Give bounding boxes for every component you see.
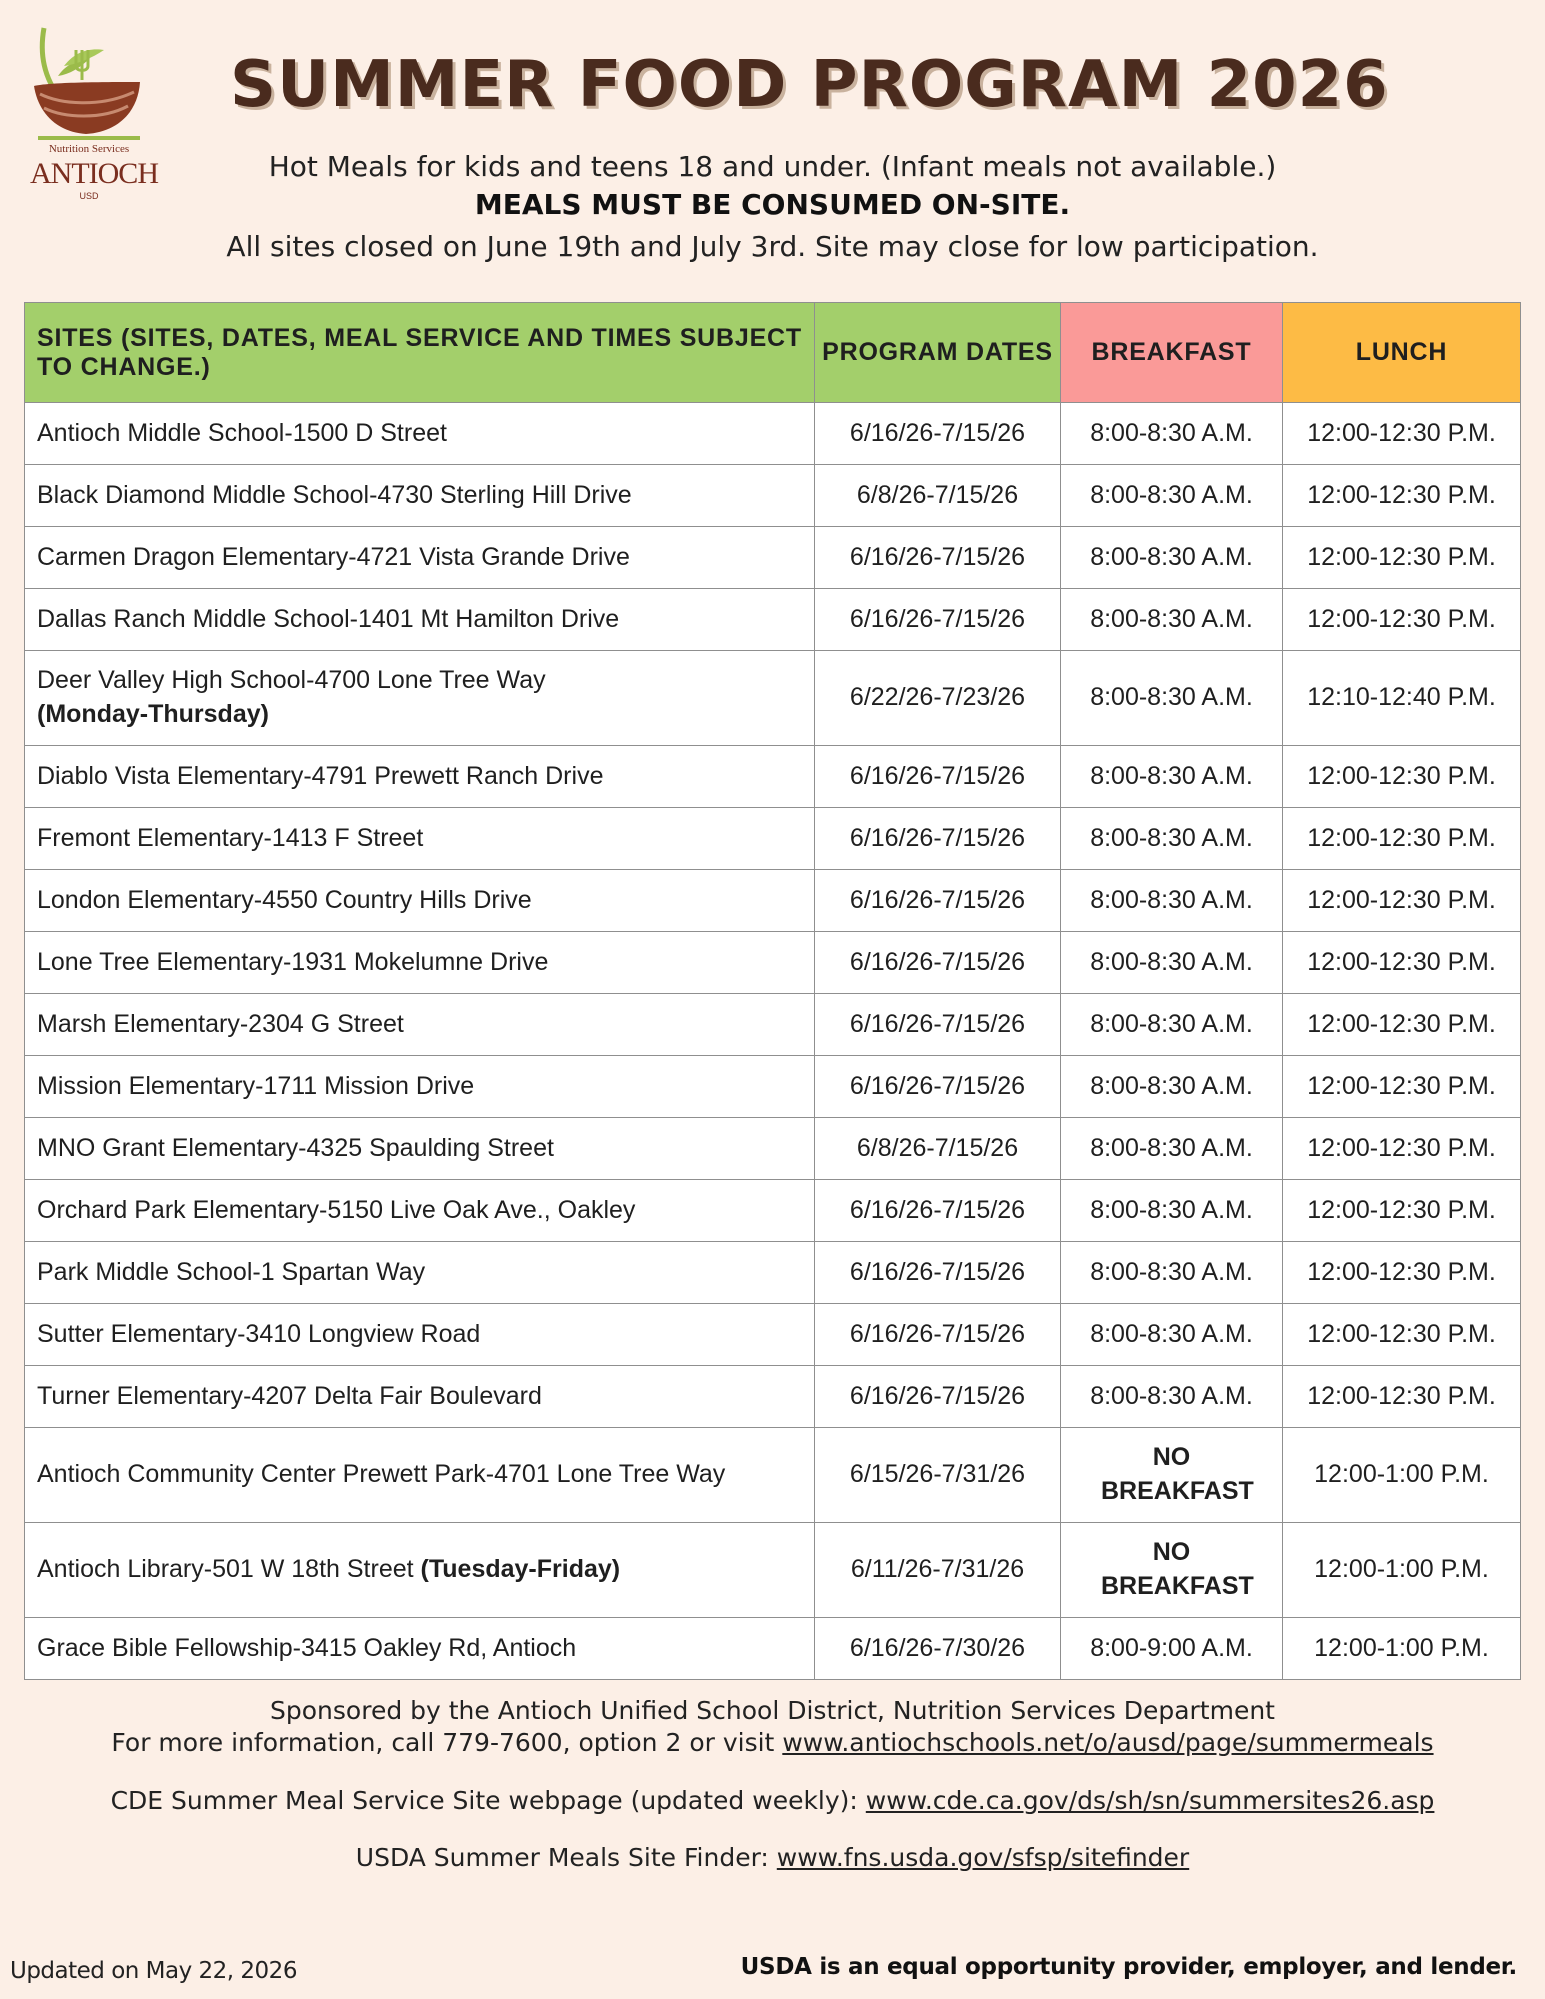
breakfast-time-cell: 8:00-8:30 A.M. xyxy=(1061,651,1283,746)
breakfast-time-cell: 8:00-8:30 A.M. xyxy=(1061,403,1283,465)
breakfast-time-cell: 8:00-8:30 A.M. xyxy=(1061,746,1283,808)
table-row xyxy=(25,870,1521,932)
site-cell xyxy=(25,1428,815,1523)
table-row xyxy=(25,651,1521,746)
site-days-note: (Monday-Thursday) xyxy=(37,700,269,728)
site-name: Grace Bible Fellowship-3415 Oakley Rd, Antioch xyxy=(37,1633,577,1662)
table-row xyxy=(25,403,1521,465)
program-dates-cell: 6/16/26-7/15/26 xyxy=(815,932,1061,994)
program-dates-cell: 6/16/26-7/15/26 xyxy=(815,589,1061,651)
table-row xyxy=(25,1242,1521,1304)
table-row xyxy=(25,1366,1521,1428)
subtitle-line3: All sites closed on June 19th and July 3rd. Site may close for low participation. xyxy=(226,230,1319,263)
breakfast-time-cell: 8:00-8:30 A.M. xyxy=(1061,1180,1283,1242)
site-name: MNO Grant Elementary-4325 Spaulding Street xyxy=(37,1133,554,1162)
table-row xyxy=(25,1618,1521,1680)
site-name: Turner Elementary-4207 Delta Fair Boulevard xyxy=(37,1381,542,1410)
site-cell xyxy=(25,808,815,870)
site-cell xyxy=(25,1242,815,1304)
summer-meals-link[interactable]: www.antiochschools.net/o/ausd/page/summermeals xyxy=(782,1728,1434,1757)
site-name: Black Diamond Middle School-4730 Sterling Hill Drive xyxy=(37,480,632,509)
program-dates-cell: 6/16/26-7/15/26 xyxy=(815,1056,1061,1118)
cde-line xyxy=(0,1786,1545,1815)
table-row xyxy=(25,527,1521,589)
header-breakfast: BREAKFAST xyxy=(1061,303,1283,403)
program-dates-cell: 6/8/26-7/15/26 xyxy=(815,1118,1061,1180)
site-name: Antioch Community Center Prewett Park-4701 Lone Tree Way xyxy=(37,1460,726,1489)
site-cell xyxy=(25,746,815,808)
sponsor-text: Sponsored by the Antioch Unified School District, Nutrition Services Department xyxy=(270,1696,1275,1725)
program-dates-cell: 6/8/26-7/15/26 xyxy=(815,465,1061,527)
site-name: Deer Valley High School-4700 Lone Tree Way xyxy=(37,666,546,695)
subtitle-line2: MEALS MUST BE CONSUMED ON-SITE. xyxy=(474,188,1071,221)
lunch-time-cell: 12:00-12:30 P.M. xyxy=(1283,403,1521,465)
site-name: Dallas Ranch Middle School-1401 Mt Hamilton Drive xyxy=(37,604,620,633)
site-name: Lone Tree Elementary-1931 Mokelumne Drive xyxy=(37,947,549,976)
lunch-time-cell: 12:00-12:30 P.M. xyxy=(1283,994,1521,1056)
program-dates-cell: 6/16/26-7/15/26 xyxy=(815,1242,1061,1304)
site-cell xyxy=(25,870,815,932)
program-dates-cell: 6/16/26-7/30/26 xyxy=(815,1618,1061,1680)
breakfast-time-cell: 8:00-8:30 A.M. xyxy=(1061,527,1283,589)
page-title: SUMMER FOOD PROGRAM 2026 xyxy=(230,48,1389,122)
lunch-time-cell: 12:00-12:30 P.M. xyxy=(1283,1118,1521,1180)
site-cell xyxy=(25,932,815,994)
usda-text: USDA Summer Meals Site Finder: xyxy=(355,1843,777,1872)
lunch-time-cell: 12:00-12:30 P.M. xyxy=(1283,1180,1521,1242)
site-cell xyxy=(25,1523,815,1618)
lunch-time-cell: 12:00-12:30 P.M. xyxy=(1283,527,1521,589)
program-dates-cell: 6/16/26-7/15/26 xyxy=(815,1180,1061,1242)
lunch-time-cell: 12:00-12:30 P.M. xyxy=(1283,1304,1521,1366)
lunch-time-cell: 12:00-1:00 P.M. xyxy=(1283,1523,1521,1618)
breakfast-time-cell: 8:00-8:30 A.M. xyxy=(1061,932,1283,994)
header-sites: SITES (SITES, DATES, MEAL SERVICE AND TIMES SUBJECT TO CHANGE.) xyxy=(25,303,815,403)
program-dates-cell: 6/11/26-7/31/26 xyxy=(815,1523,1061,1618)
site-name: Park Middle School-1 Spartan Way xyxy=(37,1257,426,1286)
lunch-time-cell: 12:00-12:30 P.M. xyxy=(1283,465,1521,527)
site-name: Antioch Library-501 W 18th Street xyxy=(37,1555,414,1584)
site-days-note: (Tuesday-Friday) xyxy=(420,1555,621,1584)
site-cell xyxy=(25,1180,815,1242)
site-cell xyxy=(25,527,815,589)
table-header-row xyxy=(25,303,1521,403)
lunch-time-cell: 12:00-1:00 P.M. xyxy=(1283,1618,1521,1680)
logo-bar xyxy=(38,136,140,140)
table-row xyxy=(25,808,1521,870)
lunch-time-cell: 12:00-12:30 P.M. xyxy=(1283,746,1521,808)
program-dates-cell: 6/16/26-7/15/26 xyxy=(815,994,1061,1056)
info-text: For more information, call 779-7600, option 2 or visit xyxy=(111,1728,783,1757)
logo-line2: ANTIOCH xyxy=(30,157,158,190)
program-dates-cell: 6/16/26-7/15/26 xyxy=(815,746,1061,808)
lunch-time-cell: 12:00-12:30 P.M. xyxy=(1283,808,1521,870)
site-cell xyxy=(25,403,815,465)
table-row xyxy=(25,746,1521,808)
breakfast-time-cell: 8:00-8:30 A.M. xyxy=(1061,1366,1283,1428)
table-row xyxy=(25,1118,1521,1180)
site-cell xyxy=(25,465,815,527)
breakfast-time-cell: 8:00-8:30 A.M. xyxy=(1061,1242,1283,1304)
table-row xyxy=(25,994,1521,1056)
breakfast-time-cell: 8:00-8:30 A.M. xyxy=(1061,808,1283,870)
program-dates-cell: 6/16/26-7/15/26 xyxy=(815,403,1061,465)
breakfast-time-cell: 8:00-8:30 A.M. xyxy=(1061,1304,1283,1366)
program-dates-cell: 6/16/26-7/15/26 xyxy=(815,1366,1061,1428)
breakfast-time-cell: NO BREAKFAST xyxy=(1061,1523,1283,1618)
cde-text: CDE Summer Meal Service Site webpage (updated weekly): xyxy=(110,1786,866,1815)
lunch-time-cell: 12:00-12:30 P.M. xyxy=(1283,1242,1521,1304)
cde-link[interactable]: www.cde.ca.gov/ds/sh/sn/summersites26.asp xyxy=(865,1786,1435,1815)
header-program-dates: PROGRAM DATES xyxy=(815,303,1061,403)
table-row xyxy=(25,932,1521,994)
lunch-time-cell: 12:00-1:00 P.M. xyxy=(1283,1428,1521,1523)
breakfast-time-cell: 8:00-8:30 A.M. xyxy=(1061,589,1283,651)
equal-opportunity-statement: USDA is an equal opportunity provider, employer, and lender. xyxy=(740,1954,1517,1980)
site-cell xyxy=(25,994,815,1056)
site-cell xyxy=(25,1118,815,1180)
logo-line3: USD xyxy=(79,191,99,201)
site-name: Orchard Park Elementary-5150 Live Oak Ave., Oakley xyxy=(37,1195,636,1224)
table-row xyxy=(25,1523,1521,1618)
info-line xyxy=(0,1728,1545,1757)
site-cell xyxy=(25,1056,815,1118)
program-dates-cell: 6/15/26-7/31/26 xyxy=(815,1428,1061,1523)
breakfast-time-cell: 8:00-9:00 A.M. xyxy=(1061,1618,1283,1680)
program-dates-cell: 6/16/26-7/15/26 xyxy=(815,1304,1061,1366)
site-name: Marsh Elementary-2304 G Street xyxy=(37,1009,404,1038)
schedule-table xyxy=(24,302,1521,1680)
breakfast-time-cell: 8:00-8:30 A.M. xyxy=(1061,465,1283,527)
table-row xyxy=(25,1056,1521,1118)
subtitle-line1: Hot Meals for kids and teens 18 and under. (Infant meals not available.) xyxy=(268,150,1277,183)
program-dates-cell: 6/16/26-7/15/26 xyxy=(815,808,1061,870)
site-name: Diablo Vista Elementary-4791 Prewett Ranch Drive xyxy=(37,761,604,790)
usda-site-finder-link[interactable]: www.fns.usda.gov/sfsp/sitefinder xyxy=(776,1843,1190,1872)
table-row xyxy=(25,1428,1521,1523)
table-row xyxy=(25,589,1521,651)
program-dates-cell: 6/22/26-7/23/26 xyxy=(815,651,1061,746)
lunch-time-cell: 12:00-12:30 P.M. xyxy=(1283,1056,1521,1118)
table-row xyxy=(25,465,1521,527)
breakfast-time-cell: 8:00-8:30 A.M. xyxy=(1061,994,1283,1056)
table-row xyxy=(25,1304,1521,1366)
lunch-time-cell: 12:00-12:30 P.M. xyxy=(1283,1366,1521,1428)
site-cell xyxy=(25,1618,815,1680)
updated-date: Updated on May 22, 2026 xyxy=(10,1958,297,1984)
logo-line1: Nutrition Services xyxy=(48,143,130,155)
breakfast-time-cell: 8:00-8:30 A.M. xyxy=(1061,870,1283,932)
site-cell xyxy=(25,651,815,746)
site-cell xyxy=(25,1366,815,1428)
breakfast-time-cell: NO BREAKFAST xyxy=(1061,1428,1283,1523)
site-cell xyxy=(25,589,815,651)
usda-line xyxy=(0,1843,1545,1872)
site-name: Mission Elementary-1711 Mission Drive xyxy=(37,1071,475,1100)
program-dates-cell: 6/16/26-7/15/26 xyxy=(815,870,1061,932)
table-row xyxy=(25,1180,1521,1242)
site-cell xyxy=(25,1304,815,1366)
breakfast-time-cell: 8:00-8:30 A.M. xyxy=(1061,1056,1283,1118)
site-name: Carmen Dragon Elementary-4721 Vista Grande Drive xyxy=(37,542,630,571)
site-name: Sutter Elementary-3410 Longview Road xyxy=(37,1319,481,1348)
site-name: Fremont Elementary-1413 F Street xyxy=(37,823,424,852)
breakfast-time-cell: 8:00-8:30 A.M. xyxy=(1061,1118,1283,1180)
lunch-time-cell: 12:00-12:30 P.M. xyxy=(1283,932,1521,994)
lunch-time-cell: 12:10-12:40 P.M. xyxy=(1283,651,1521,746)
lunch-time-cell: 12:00-12:30 P.M. xyxy=(1283,870,1521,932)
program-dates-cell: 6/16/26-7/15/26 xyxy=(815,527,1061,589)
lunch-time-cell: 12:00-12:30 P.M. xyxy=(1283,589,1521,651)
header-lunch: LUNCH xyxy=(1283,303,1521,403)
site-name: Antioch Middle School-1500 D Street xyxy=(37,418,447,447)
site-name: London Elementary-4550 Country Hills Drive xyxy=(37,885,532,914)
